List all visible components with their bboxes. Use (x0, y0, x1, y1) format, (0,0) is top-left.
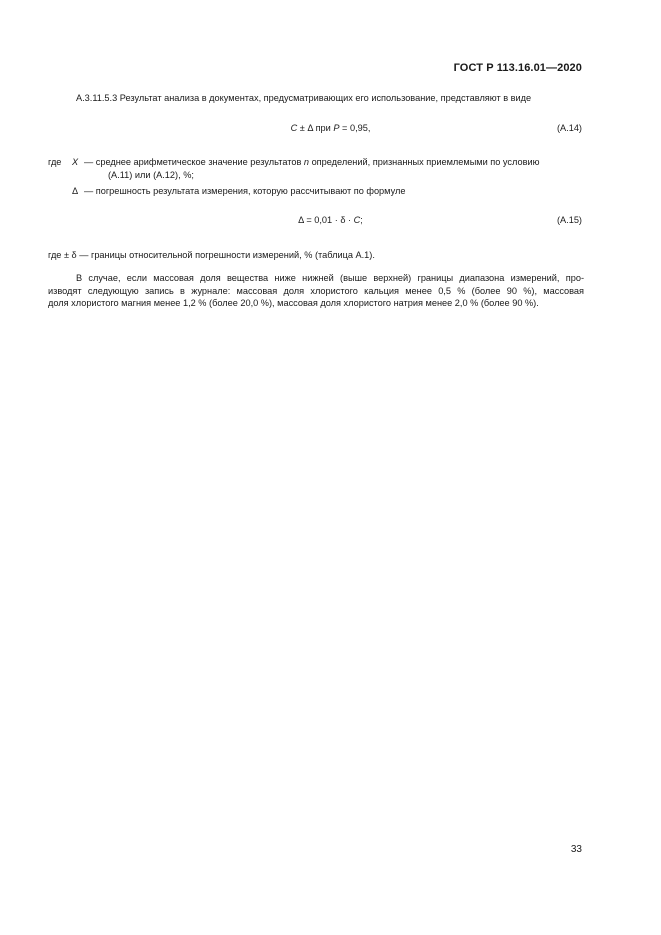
body-line-3: доля хлористого магния менее 1,2 % (более 20,0 %), массовая доля хлористого натрия менее 2,0 % (более 90 %). (48, 298, 539, 308)
formula-a14-symbol-p: P (333, 123, 340, 133)
delta-symbol: Δ (72, 186, 79, 196)
formula-a14-mid: ± Δ при (297, 123, 334, 133)
page-number: 33 (570, 844, 582, 855)
where-x-line2 (48, 169, 584, 182)
formula-a14-symbol-c: C (290, 123, 298, 133)
x-definition-continued: (А.11) или (А.12), %; (108, 169, 194, 180)
formula-a15-head: Δ = 0,01 · δ · (298, 215, 354, 225)
x-definition (84, 156, 540, 169)
formula-a14-number: (А.14) (556, 123, 582, 133)
body-line-1: В случае, если массовая доля вещества ниже нижней (выше верхней) границы диапазона измерений, про- (76, 273, 584, 283)
formula-a15-row (0, 214, 661, 228)
formula-a15-symbol-c: C (353, 215, 361, 225)
where-definitions (48, 156, 584, 198)
where-word: где (48, 157, 62, 167)
x-definition-head: — среднее арифметическое значение результатов (84, 157, 304, 167)
where-delta-line (48, 185, 584, 198)
body-paragraph (48, 272, 584, 310)
formula-a15-number: (А.15) (556, 215, 582, 225)
formula-a15-tail: ; (360, 215, 363, 225)
where-x-line1 (48, 156, 584, 169)
delta-definition: — погрешность результата измерения, которую рассчитывают по формуле (84, 186, 406, 196)
x-symbol: X (72, 157, 79, 167)
formula-a14-tail: = 0,95, (339, 123, 371, 133)
body-line-2: изводят следующую запись в журнале: массовая доля хлористого кальция менее 0,5 % (более 90 %), массовая (48, 285, 584, 296)
formula-a14-row (0, 122, 661, 136)
document-code-header: ГОСТ Р 113.16.01—2020 (453, 62, 582, 74)
n-symbol: n (303, 157, 310, 167)
intro-paragraph: А.3.11.5.3 Результат анализа в документах, предусматривающих его использование, представляют в виде (76, 93, 532, 103)
x-definition-tail: определений, признанных приемлемыми по условию (309, 157, 540, 167)
where-delta-bound: где ± δ — границы относительной погрешности измерений, % (таблица А.1). (48, 250, 375, 260)
